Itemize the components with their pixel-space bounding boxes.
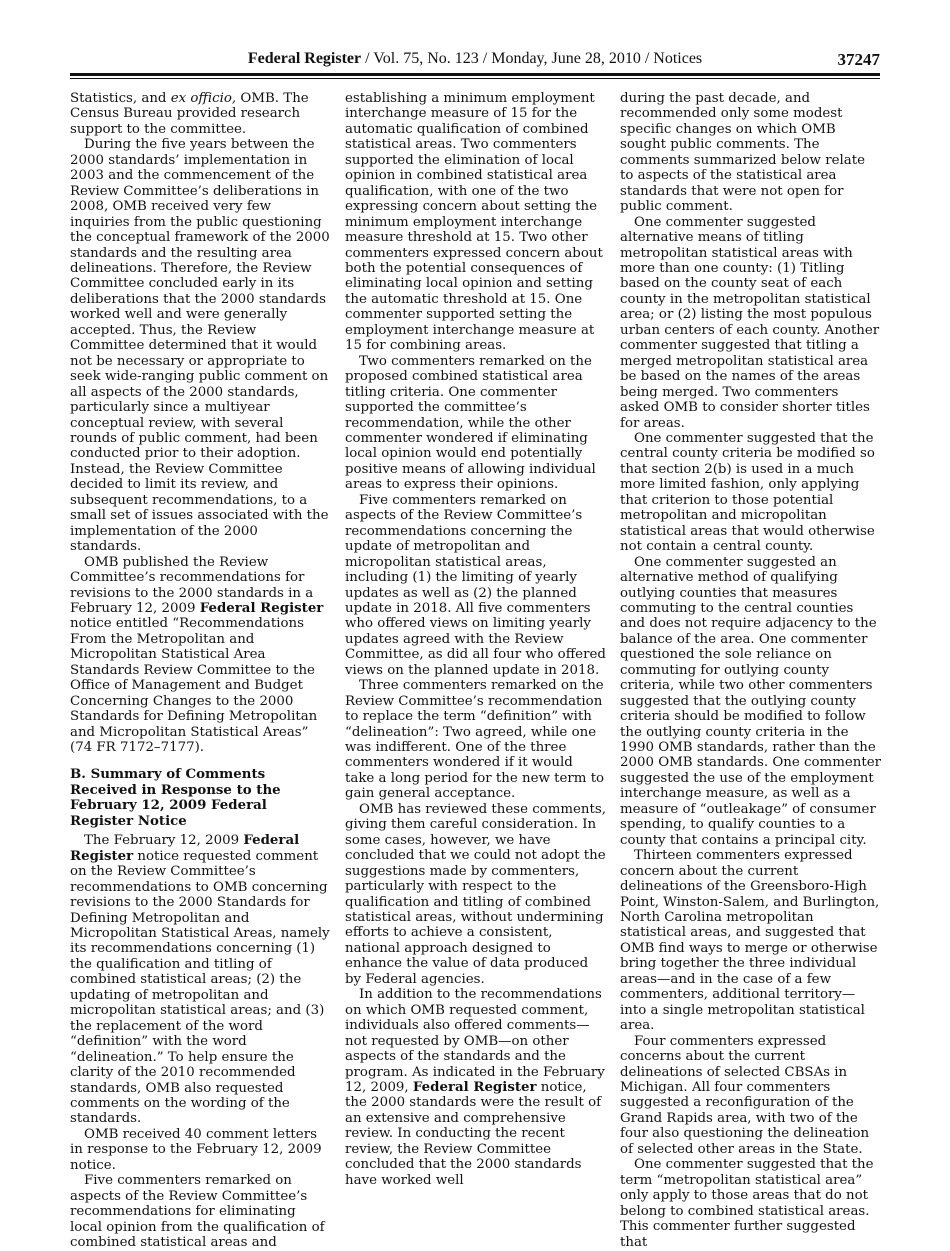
column-2 — [345, 91, 606, 1188]
column-1 — [70, 91, 331, 1251]
paragraph: Two commenters remarked on the proposed combined statistical area titling criteria. One commenter supported the committee’s recommendation, while the other commenter wondered if eliminating local opinion would end potentially positive means of allowing individual areas to express their opinions. — [345, 353, 596, 493]
header-citation — [70, 50, 880, 68]
header-rule-thin — [70, 78, 880, 79]
paragraph: One commenter suggested an alternative method of qualifying outlying counties that measures commuting to the central counties and does not require adjacency to the balance of the area. One commenter questioned the sole reliance on commuting for outlying county criteria, while two other commenters suggested that the outlying county criteria should be modified to follow the outlying county criteria in the 1990 OMB standards, rather than the 2000 OMB standards. One commenter suggested the use of the employment interchange measure, as well as a measure of “outleakage” of consumer spending, to qualify counties to a county that contains a principal city. — [620, 554, 881, 848]
paragraph: OMB has reviewed these comments, giving them careful consideration. In some cases, however, we have concluded that we could not adopt the suggestions made by commenters, particularly with respect to the qualification and titling of combined statistical areas, without undermining efforts to achieve a consistent, national approach designed to enhance the value of data produced by Federal agencies. — [345, 801, 606, 987]
paragraph: Thirteen commenters expressed concern about the current delineations of the Greensboro-High Point, Winston-Salem, and Burlington, North Carolina metropolitan statistical areas, and suggested that OMB find ways to merge or otherwise bring together the three individual areas—and in the case of a few commenters, additional territory—into a single metropolitan statistical area. — [620, 848, 880, 1034]
paragraph: Five commenters remarked on aspects of the Review Committee’s recommendations concerning the update of metropolitan and micropolitan statistical areas, including (1) the limiting of yearly updates as well as (2) the planned update in 2018. All five commenters who offered views on limiting yearly updates agreed with the Review Committee, as did all four who offered views on the planned update in 2018. — [345, 492, 606, 678]
paragraph: Statistics, and ex officio, OMB. The Census Bureau provided research support to the committee. — [70, 91, 309, 137]
paragraph: during the past decade, and recommended only some modest specific changes on which OMB sought public comments. The comments summarized below relate to aspects of the statistical area standards that were not open for public comment. — [620, 91, 865, 215]
page-number: 37247 — [837, 50, 880, 69]
paragraph: The February 12, 2009 Federal Register notice requested comment on the Review Committee’s recommendations to OMB concerning revisions to the 2000 Standards for Defining Metropolitan and Micropolitan Statistical Areas, namely its recommendations concerning (1) the qualification and titling of combined statistical areas; (2) the updating of metropolitan and micropolitan statistical areas; and (3) the replacement of the word “definition” with the word “delineation.” To help ensure the clarity of the 2010 recommended standards, OMB also requested comments on the wording of the standards. — [70, 832, 330, 1127]
page-header — [70, 48, 880, 72]
header-rule-thick — [70, 73, 880, 76]
section-heading: B. Summary of Comments Received in Response to the February 12, 2009 Federal Register Notice — [70, 766, 281, 829]
paragraph: One commenter suggested alternative means of titling metropolitan statistical areas with more than one county: (1) Titling based on the county seat of each county in the metropolitan statistical area; or (2) listing the most populous urban centers of each county. Another commenter suggested that titling a merged metropolitan statistical area be based on the names of the areas being merged. Two commenters asked OMB to consider shorter titles for areas. — [620, 214, 880, 431]
paragraph: One commenter suggested that the central county criteria be modified so that section 2(b) is used in a much more limited fashion, only applying that criterion to those potential metropolitan and micropolitan statistical areas that would otherwise not contain a central county. — [620, 430, 875, 555]
paragraph: OMB published the Review Committee’s recommendations for revisions to the 2000 standards in a February 12, 2009 Federal Register notice entitled “Recommendations From the Metropolitan and Micropolitan Statistical Area Standards Review Committee to the Office of Management and Budget Concerning Changes to the 2000 Standards for Defining Metropolitan and Micropolitan Statistical Areas” (74 FR 7172–7177). — [70, 554, 324, 756]
column-3 — [620, 91, 881, 1250]
header-publication: Federal Register — [247, 50, 362, 67]
paragraph: In addition to the recommendations on which OMB requested comment, individuals also offered comments—not requested by OMB—on other aspects of the standards and the program. As indicated in the February 12, 2009, Federal Register notice, the 2000 standards were the result of an extensive and comprehensive review. In conducting the recent review, the Review Committee concluded that the 2000 standards have worked well — [345, 987, 605, 1188]
paragraph: OMB received 40 comment letters in response to the February 12, 2009 notice. — [70, 1126, 322, 1173]
paragraph: Three commenters remarked on the Review Committee’s recommendation to replace the term “definition” with “delineation”: Two agreed, while one was indifferent. One of the three commenters wondered if it would take a long period for the new term to gain general acceptance. — [345, 678, 605, 802]
paragraph: During the five years between the 2000 standards’ implementation in 2003 and the commencement of the Review Committee’s deliberations in 2008, OMB received very few inquiries from the public questioning the conceptual framework of the 2000 standards and the resulting area delineations. Therefore, the Review Committee concluded early in its deliberations that the 2000 standards worked well and were generally accepted. Thus, the Review Committee determined that it would not be necessary or appropriate to seek wide-ranging public comment on all aspects of the 2000 standards, particularly since a multiyear conceptual review, with several rounds of public comment, had been conducted prior to their adoption. Instead, the Review Committee decided to limit its review, and subsequent recommendations, to a small set of issues associated with the implementation of the 2000 standards. — [70, 137, 330, 555]
header-issue: / Vol. 75, No. 123 / Monday, June 28, 2010 / Notices — [361, 50, 703, 67]
paragraph: Five commenters remarked on aspects of the Review Committee’s recommendations for eliminating local opinion from the qualification of combined statistical areas and — [70, 1173, 325, 1251]
paragraph: One commenter suggested that the term “metropolitan statistical area” only apply to those areas that do not belong to combined statistical areas. This commenter further suggested that — [620, 1157, 874, 1250]
paragraph: Four commenters expressed concerns about the current delineations of selected CBSAs in Michigan. All four commenters suggested a reconfiguration of the Grand Rapids area, with two of the four also questioning the delineation of selected other areas in the State. — [620, 1033, 870, 1157]
paragraph: establishing a minimum employment interchange measure of 15 for the automatic qualification of combined statistical areas. Two commenters supported the elimination of local opinion in combined statistical area qualification, with one of the two expressing concern about setting the minimum employment interchange measure threshold at 15. Two other commenters expressed concern about both the potential consequences of eliminating local opinion and setting the automatic threshold at 15. One commenter supported setting the employment interchange measure at 15 for combining areas. — [345, 91, 603, 354]
